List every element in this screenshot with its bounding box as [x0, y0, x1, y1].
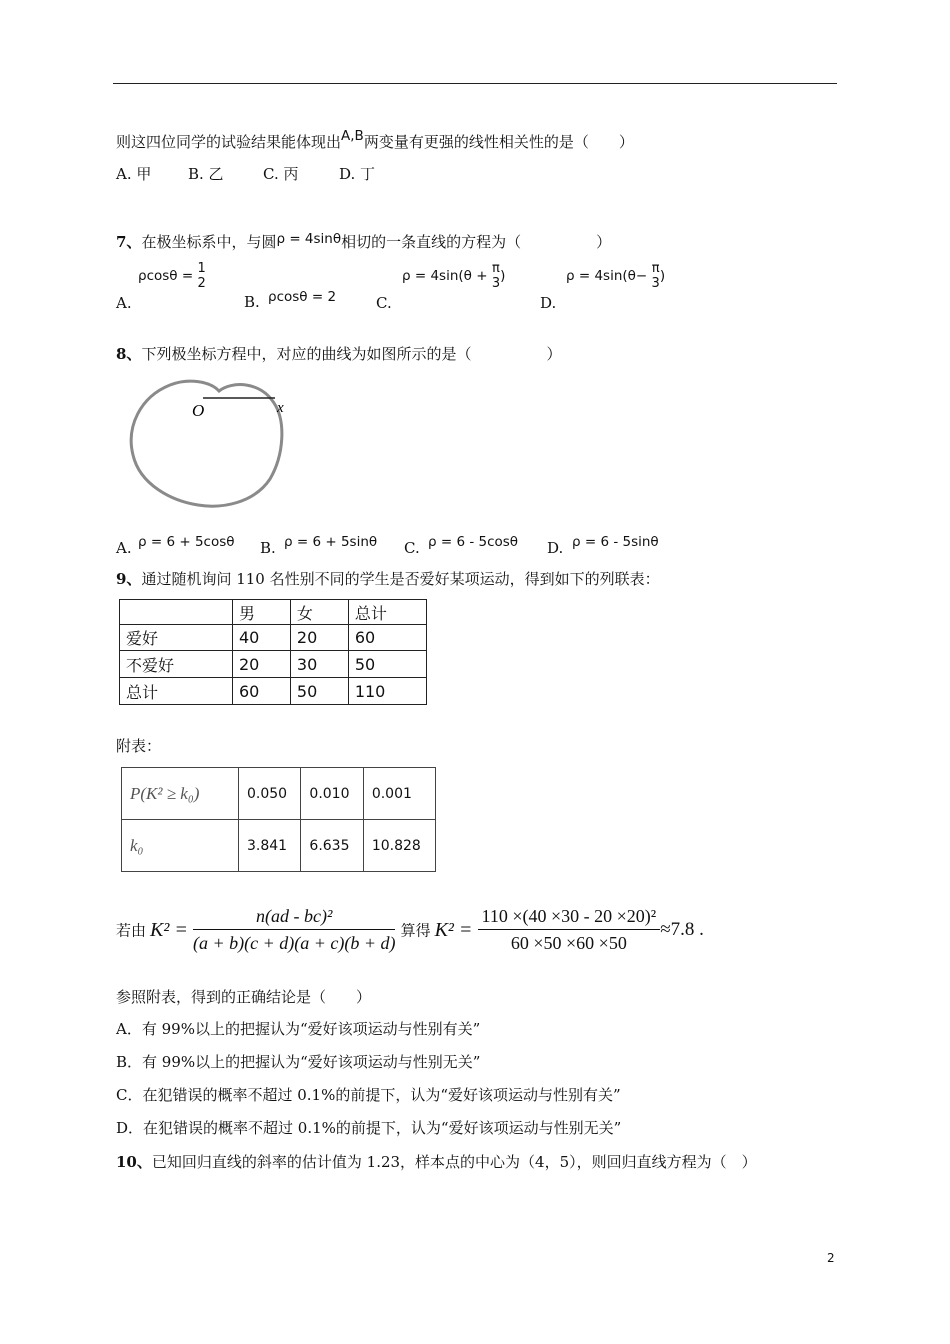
q10-number: 10、 [116, 1153, 152, 1171]
q7-option-a-den: 2 [197, 276, 206, 291]
q8-option-d-letter: D. [547, 539, 564, 557]
table-cell: 50 [348, 651, 426, 678]
q6-stem [116, 128, 634, 152]
q7-option-c-den: 3 [491, 276, 501, 291]
q7-option-a-num: 1 [197, 261, 206, 276]
q9-option-d: D．在犯错误的概率不超过 0.1%的前提下，认为“爱好该项运动与性别无关” [116, 1119, 622, 1137]
table-cell: 50 [290, 678, 348, 705]
q8-stem-text: 下列极坐标方程中，对应的曲线为如图所示的是（ ） [141, 345, 562, 363]
q7-option-c-lhs: ρ = 4sin(θ + [402, 268, 488, 284]
q7-option-d-tail: ) [659, 268, 666, 284]
q8-option-c-expr: ρ = 6 - 5cosθ [428, 534, 519, 550]
q9-k2-symbol: K² = [150, 918, 188, 941]
q9-stem-text: 通过随机询问 110 名性别不同的学生是否爱好某项运动，得到如下的列联表： [141, 570, 660, 588]
q9-formula-pre: 若由 [116, 921, 147, 940]
q7-number: 7、 [116, 233, 142, 251]
table-cell: 30 [290, 651, 348, 678]
q7-option-c-tail: ) [500, 268, 506, 284]
q6-option-d: D. 丁 [339, 165, 376, 183]
q9-k2-denominator: (a + b)(c + d)(a + c)(b + d) [192, 933, 396, 953]
q8-curve [131, 381, 282, 506]
q8-cardioid-figure [124, 375, 304, 515]
table-cell: 3.841 [239, 820, 301, 872]
table-header-cell: 男 [233, 600, 291, 625]
table-cell: 110 [348, 678, 426, 705]
q9-question: 参照附表，得到的正确结论是（ ） [116, 988, 372, 1006]
q7-option-c-expr [402, 261, 505, 291]
q9-contingency-table [119, 599, 427, 705]
q7-option-c-letter: C. [376, 294, 392, 312]
q7-option-a-letter: A. [116, 294, 132, 312]
q8-option-a-letter: A. [116, 539, 132, 557]
q9-number: 9、 [116, 570, 142, 588]
q7-option-d-lhs: ρ = 4sin(θ− [566, 268, 648, 284]
table-cell [120, 600, 233, 625]
table-row [120, 678, 427, 705]
q7-option-b-expr: ρcosθ = 2 [268, 289, 337, 305]
table-row [122, 820, 436, 872]
q9-k2-value-denominator: 60 ×50 ×60 ×50 [510, 933, 627, 953]
table-header-cell: 女 [290, 600, 348, 625]
q8-stem [116, 343, 561, 364]
table-row [120, 651, 427, 678]
q7-option-c-fraction [492, 261, 500, 291]
q9-k2-symbol-2: K² = [434, 918, 473, 941]
q7-option-b-letter: B. [244, 293, 260, 311]
q9-stem [116, 568, 660, 589]
q6-option-c: C. 丙 [263, 165, 299, 183]
q9-option-a: A．有 99%以上的把握认为“爱好该项运动与性别有关” [116, 1020, 481, 1038]
table-cell: 10.828 [363, 820, 435, 872]
appendix-label: 附表： [116, 737, 162, 755]
q9-k2-definition-fraction [193, 906, 396, 954]
table-cell: 0.050 [239, 768, 301, 820]
q6-option-a: A. 甲 [116, 165, 152, 183]
q7-option-d-expr [566, 261, 665, 291]
q7-option-d-num: π [651, 261, 660, 276]
q8-axis-label: x [277, 400, 284, 416]
q6-option-b: B. 乙 [188, 165, 224, 183]
q6-stem-text: 则这四位同学的试验结果能体现出 [116, 133, 342, 151]
table-row [122, 768, 436, 820]
q10-stem [116, 1151, 757, 1172]
q7-option-d-den: 3 [651, 276, 660, 291]
table-row-label: 总计 [120, 678, 233, 705]
q9-k2-value-numerator: 110 ×(40 ×30 - 20 ×20)² [478, 906, 661, 930]
table-cell: 20 [233, 651, 291, 678]
q9-k2-result: ≈7.8 . [660, 919, 704, 940]
q9-critical-value-table [121, 767, 436, 872]
q9-k2-value-fraction [478, 906, 661, 954]
table-header-cell: 总计 [348, 600, 426, 625]
q9-k2-numerator: n(ad - bc)² [193, 906, 396, 930]
q8-option-a-expr: ρ = 6 + 5cosθ [138, 534, 235, 550]
table-cell: 60 [233, 678, 291, 705]
table-cell: 0.010 [301, 768, 363, 820]
q9-formula-mid: 算得 [400, 921, 431, 940]
table-cell: 60 [348, 625, 426, 651]
table-row [120, 625, 427, 651]
q9-option-b: B．有 99%以上的把握认为“爱好该项运动与性别无关” [116, 1053, 481, 1071]
q7-option-a-lhs: ρcosθ = [138, 268, 194, 284]
q8-number: 8、 [116, 345, 142, 363]
q8-option-d-expr: ρ = 6 - 5sinθ [572, 534, 659, 550]
table-cell: 6.635 [301, 820, 363, 872]
table-cell: 20 [290, 625, 348, 651]
q7-stem-text: 在极坐标系中，与圆 [141, 233, 277, 251]
q7-option-a-expr [138, 261, 206, 291]
q7-stem [116, 231, 611, 252]
table-row-label: k₀ [122, 820, 239, 872]
table-row-label: 爱好 [120, 625, 233, 651]
table-row-label: 不爱好 [120, 651, 233, 678]
page-number: 2 [827, 1251, 835, 1265]
q9-option-c: C．在犯错误的概率不超过 0.1%的前提下，认为“爱好该项运动与性别有关” [116, 1086, 621, 1104]
q6-variables: A,B [341, 128, 364, 144]
table-row-label: P(K² ≥ k₀) [122, 768, 239, 820]
table-row [120, 600, 427, 625]
q7-option-c-num: π [492, 261, 500, 276]
q7-stem-text-2: 相切的一条直线的方程为（ ） [341, 233, 612, 251]
q6-stem-text-2: 两变量有更强的线性相关性的是（ ） [363, 133, 634, 151]
q8-option-b-letter: B. [260, 539, 276, 557]
table-cell: 0.001 [363, 768, 435, 820]
q7-option-d-fraction [652, 261, 660, 291]
q8-origin-label: O [192, 401, 205, 420]
q9-formula [116, 906, 704, 954]
table-cell: 40 [233, 625, 291, 651]
q7-circle-equation: ρ = 4sinθ [276, 231, 342, 247]
q10-stem-text: 已知回归直线的斜率的估计值为 1.23，样本点的中心为（4，5），则回归直线方程为（ ） [151, 1153, 757, 1171]
q8-option-b-expr: ρ = 6 + 5sinθ [284, 534, 378, 550]
q7-option-a-fraction [197, 261, 205, 291]
q7-option-d-letter: D. [540, 294, 557, 312]
header-rule [113, 83, 837, 84]
q8-option-c-letter: C. [404, 539, 420, 557]
